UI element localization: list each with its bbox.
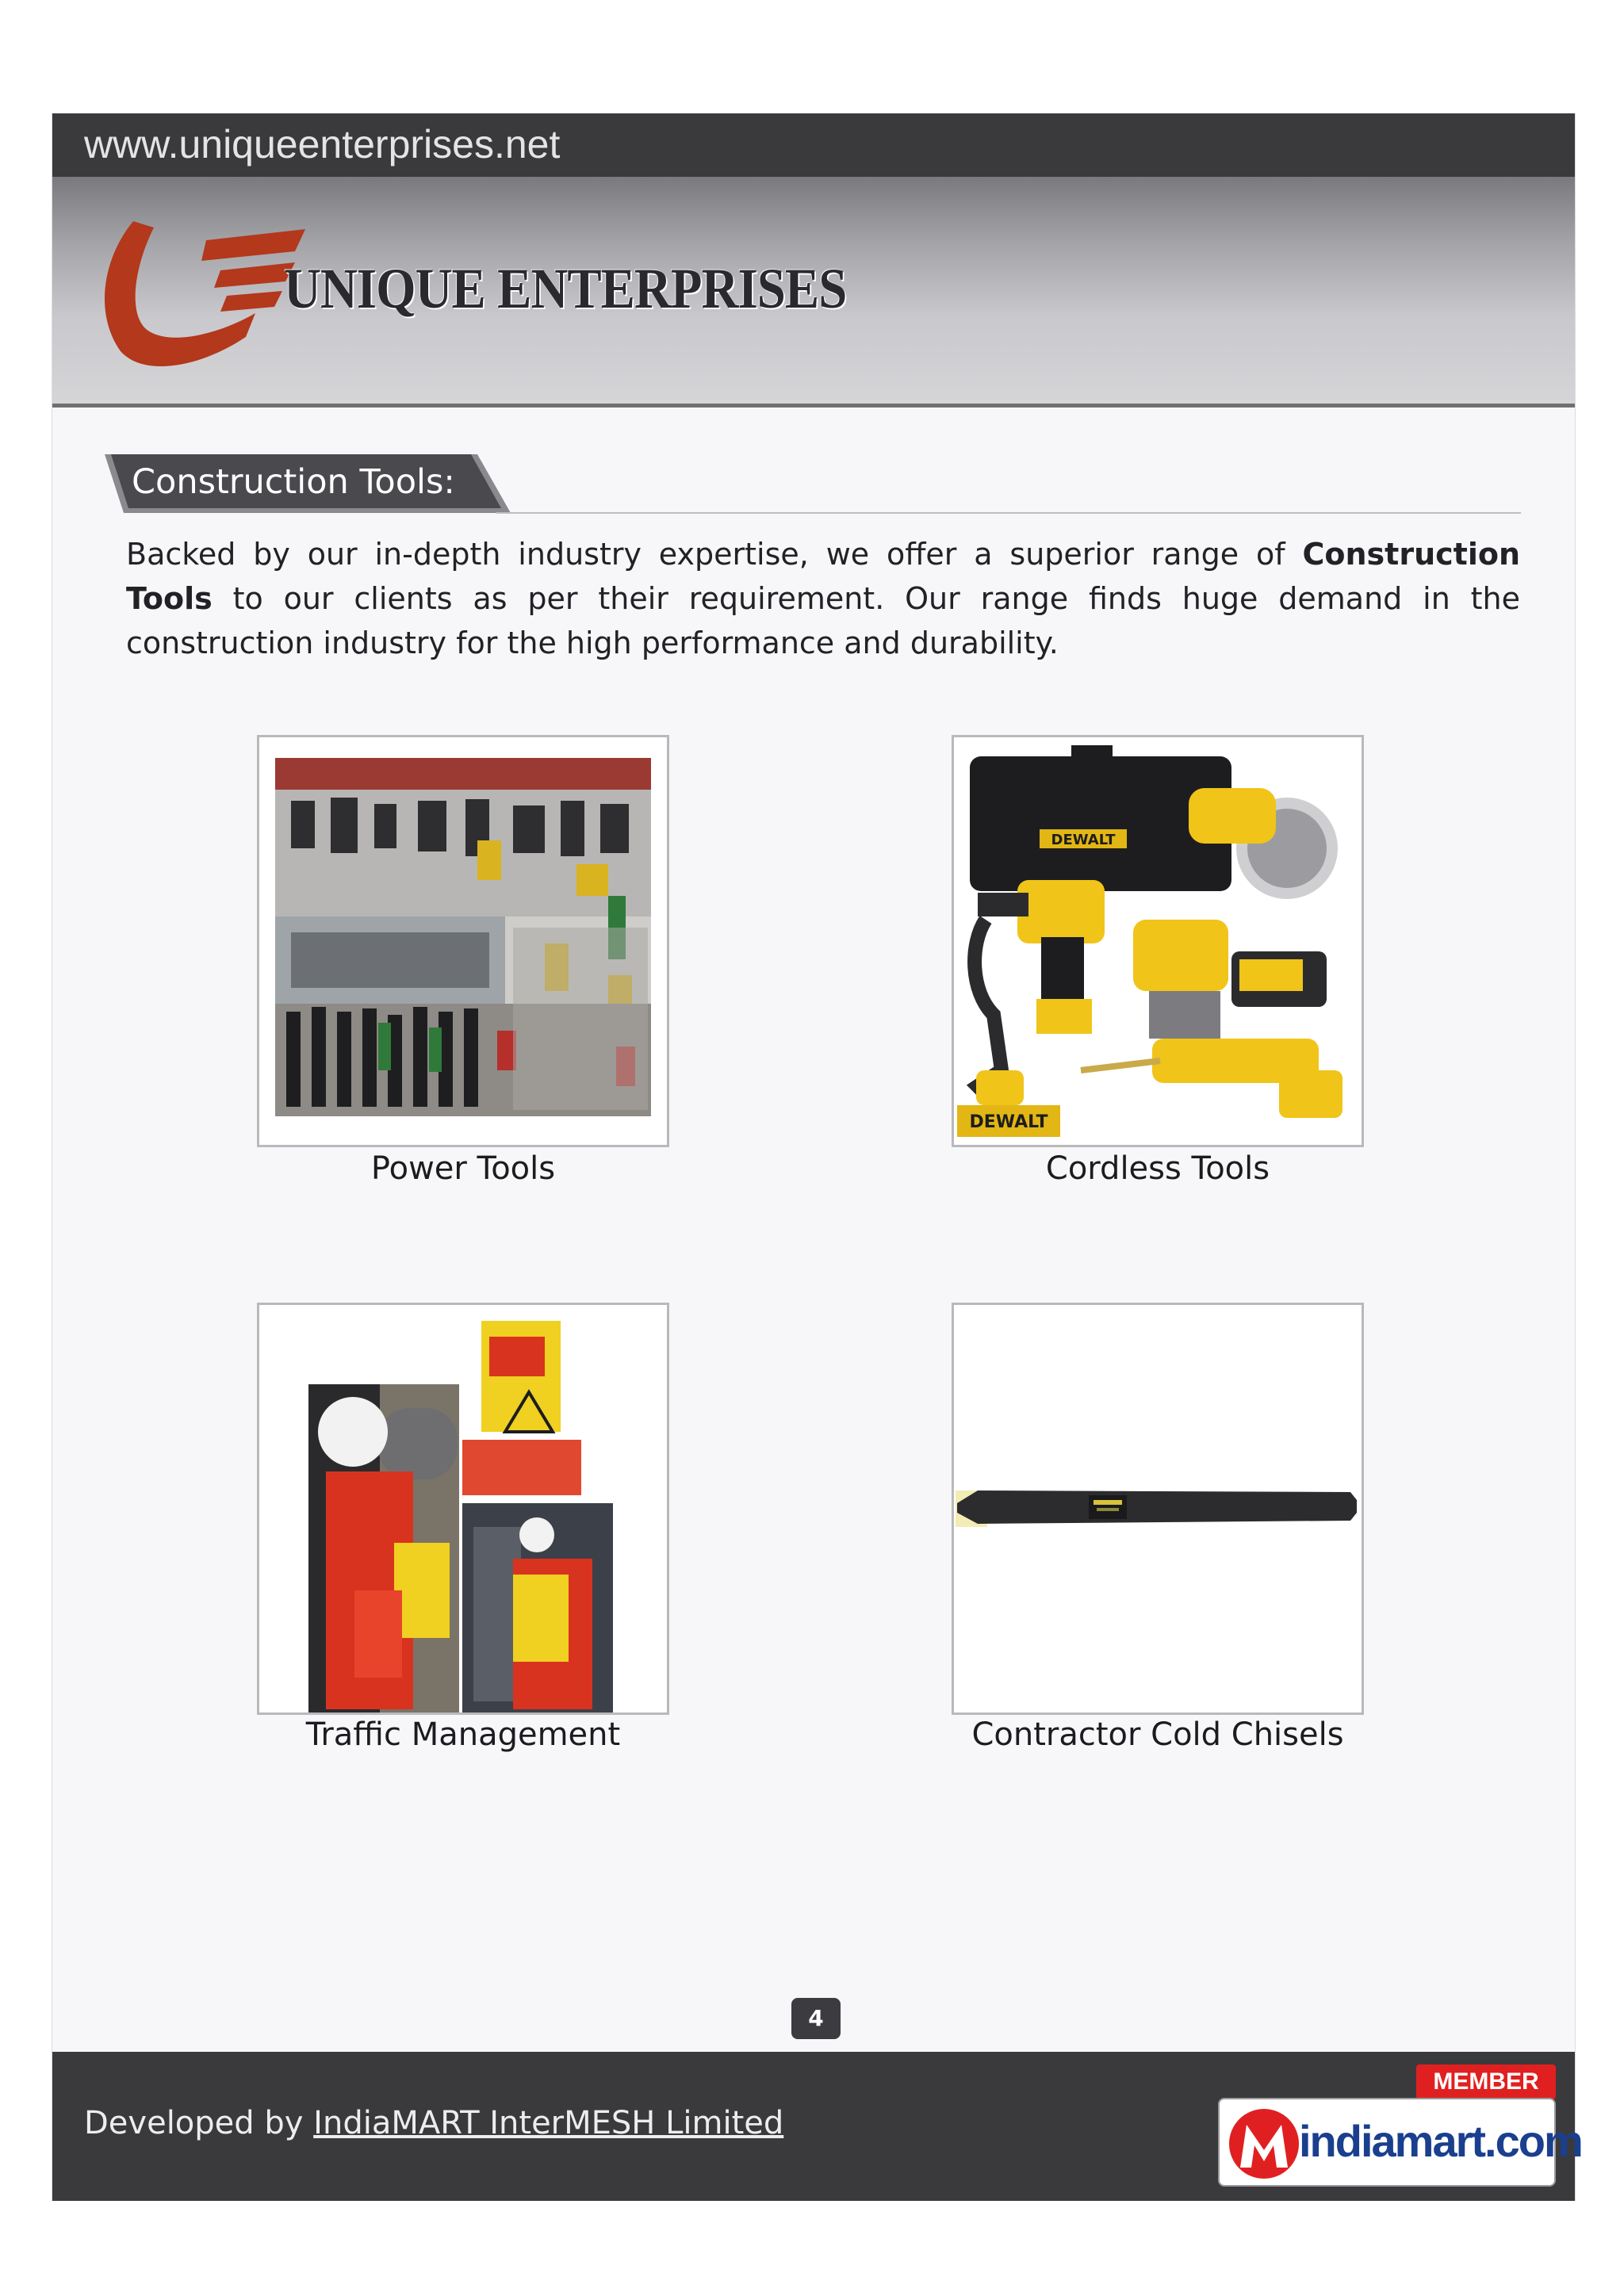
product-name[interactable]: Contractor Cold Chisels	[971, 1716, 1344, 1753]
company-name: UNIQUE ENTERPRISES	[284, 257, 847, 320]
traffic-management-photo-icon	[259, 1305, 667, 1712]
cold-chisel-photo-icon	[954, 1305, 1362, 1712]
product-name[interactable]: Traffic Management	[305, 1716, 621, 1753]
indiamart-wordmark: indiamart.com	[1299, 2116, 1582, 2166]
product-name[interactable]: Power Tools	[370, 1150, 556, 1187]
developer-credit: Developed by IndiaMART InterMESH Limited	[84, 2105, 784, 2141]
indiamart-m-icon	[1226, 2104, 1302, 2180]
power-tools-photo-icon	[259, 737, 667, 1145]
intro-emphasis: Construction Tools	[126, 537, 1520, 616]
member-label: MEMBER	[1416, 2064, 1556, 2099]
product-card-traffic-management[interactable]	[257, 1303, 669, 1715]
website-url[interactable]: www.uniqueenterprises.net	[84, 122, 561, 166]
member-badge[interactable]	[1218, 2064, 1582, 2187]
product-card-power-tools[interactable]	[257, 735, 669, 1147]
cordless-tools-photo-icon	[954, 737, 1362, 1145]
svg-text:DEWALT: DEWALT	[1051, 832, 1116, 848]
catalog-page	[52, 113, 1582, 2201]
heading-divider	[496, 512, 1521, 514]
product-card-cordless-tools[interactable]	[952, 735, 1364, 1147]
product-name[interactable]: Cordless Tools	[1045, 1150, 1270, 1187]
product-card-cold-chisels[interactable]	[952, 1303, 1364, 1715]
company-banner	[52, 177, 1575, 408]
developer-link[interactable]: IndiaMART InterMESH Limited	[313, 2105, 784, 2141]
footer	[52, 2052, 1582, 2201]
section-heading: Construction Tools:	[132, 462, 455, 502]
indiamart-logo-box	[1218, 2098, 1582, 2187]
section-intro: Backed by our in-depth industry expertise, we offer a superior range of Construction Tools to our clients as per their requirement. Our range finds huge demand in the construction industry for the high performance and durability.	[126, 537, 1520, 660]
page-number: 4	[791, 1998, 841, 2039]
svg-text:DEWALT: DEWALT	[969, 1112, 1048, 1132]
top-bar	[52, 113, 1575, 177]
